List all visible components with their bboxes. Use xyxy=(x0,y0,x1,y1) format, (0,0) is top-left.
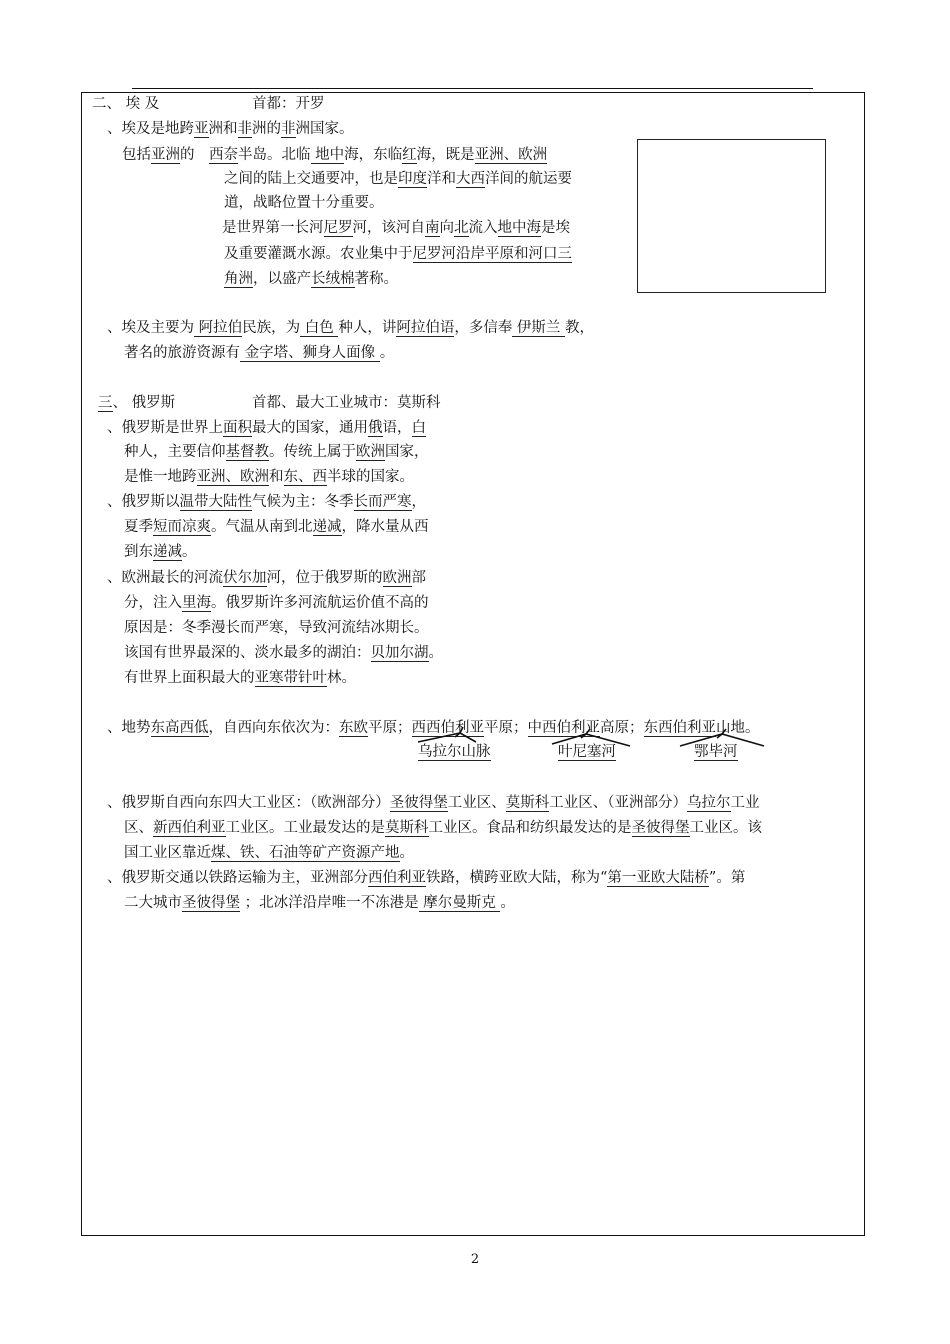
text-segment: 洲和 xyxy=(208,121,238,137)
russia-heading-title: 、 俄罗斯 xyxy=(112,395,176,411)
answer-blank: 角洲 xyxy=(224,271,253,287)
answer-blank: 摩尔曼斯克 xyxy=(418,895,501,911)
text-segment: 二大城市 xyxy=(124,895,182,911)
arrowhead-ob-river xyxy=(717,729,726,738)
text-segment: 分，注入 xyxy=(124,595,182,611)
text-segment: 有世界上面积最大的 xyxy=(124,670,255,686)
answer-blank: 地中海 xyxy=(497,220,541,236)
answer-blank: 西奈 xyxy=(209,147,238,163)
text-segment: 林。 xyxy=(327,670,356,686)
text-segment: 。 xyxy=(428,645,443,661)
text-segment: ，降水量从西 xyxy=(341,519,429,535)
answer-blank: 中西伯利亚 xyxy=(527,720,600,736)
russia-line xyxy=(124,895,515,912)
text-segment: 工业区、（亚洲部分） xyxy=(549,795,687,811)
text-segment: 著名的旅游资源有 xyxy=(124,345,240,361)
text-segment: 是世界第一长河 xyxy=(222,220,324,236)
text-segment: 工业区。该 xyxy=(689,820,762,836)
text-segment: 工业区。工业最发达的是 xyxy=(225,820,385,836)
text-segment: ， xyxy=(411,494,426,510)
arrow-ural-mountains xyxy=(418,733,476,742)
answer-blank: 乌拉尔 xyxy=(687,795,731,811)
text-segment: 、埃及是地跨 xyxy=(107,121,194,137)
text-segment: 。 xyxy=(182,544,197,560)
text-segment: 的 xyxy=(180,147,209,163)
text-segment: 工业 xyxy=(730,795,760,811)
arrowhead-yenisei-river xyxy=(581,729,590,738)
answer-blank: 新西伯利亚 xyxy=(153,820,226,836)
answer-blank: 递减 xyxy=(153,544,182,560)
text-segment: ，多信奉 xyxy=(454,320,513,336)
answer-blank: 亚 xyxy=(194,121,209,137)
text-segment: 包括 xyxy=(122,147,151,163)
text-segment: 。 xyxy=(500,895,515,911)
answer-blank: 非 xyxy=(281,121,296,137)
text-segment: 语， xyxy=(382,420,412,436)
arrow-ob-river xyxy=(680,734,764,746)
answer-blank: 基督教 xyxy=(225,444,269,460)
text-segment: 国工业区靠近 xyxy=(124,845,211,861)
text-segment: 种人，讲 xyxy=(338,320,397,336)
text-segment: 河，位于俄罗斯的 xyxy=(266,570,383,586)
text-segment: 平原； xyxy=(484,720,528,736)
answer-blank: 面积 xyxy=(223,420,252,436)
text-segment: 工业区。食品和纺织最发达的是 xyxy=(428,820,632,836)
answer-blank: 第一亚欧大陆桥 xyxy=(607,870,709,886)
answer-blank: 尼罗 xyxy=(323,220,353,236)
text-segment: 到东 xyxy=(124,544,153,560)
text-segment: 、欧洲最长的河流 xyxy=(107,570,223,586)
answer-blank: 亚寒带针叶 xyxy=(254,670,327,686)
russia-capital: 首都、最大工业城市：莫斯科 xyxy=(252,395,441,411)
answer-blank: 伊斯兰 xyxy=(512,320,566,336)
answer-blank: 伏尔加 xyxy=(223,570,267,586)
text-segment: 、俄罗斯自西向东四大工业区：（欧洲部分） xyxy=(107,795,390,811)
answer-blank: 欧洲 xyxy=(356,444,385,460)
answer-blank: 莫斯科 xyxy=(505,795,550,811)
answer-blank: 里海 xyxy=(182,595,211,611)
answer-blank: 鄂毕河 xyxy=(694,744,738,760)
text-segment: 民族，为 xyxy=(242,320,301,336)
russia-line xyxy=(107,870,745,887)
answer-blank: 欧洲 xyxy=(382,570,412,586)
text-segment: 铁路，横跨亚欧大陆，称为“ xyxy=(426,870,608,886)
answer-blank: 圣彼得堡 xyxy=(631,820,690,836)
answer-blank: 白色 xyxy=(300,320,339,336)
text-segment: 、埃及主要为 xyxy=(107,320,194,336)
text-segment: 夏季 xyxy=(124,519,153,535)
answer-blank: 白 xyxy=(411,420,426,436)
text-segment: 之间的陆上交通要冲，也是 xyxy=(224,171,398,187)
text-segment: ”。第 xyxy=(708,870,746,886)
text-segment: 海，东临 xyxy=(344,147,403,163)
russia-line xyxy=(124,845,414,862)
answer-blank: 阿拉伯语 xyxy=(396,320,455,336)
text-segment: 海，既是 xyxy=(416,147,475,163)
answer-blank: 长绒棉 xyxy=(311,271,355,287)
answer-blank: 东西伯利亚 xyxy=(643,720,716,736)
text-segment: ，自西向东依次为： xyxy=(208,720,339,736)
text-segment: 。 xyxy=(399,845,414,861)
text-segment: 区、 xyxy=(124,820,153,836)
answer-blank: 印度 xyxy=(398,171,427,187)
text-segment: 。气温从南到北 xyxy=(211,519,313,535)
answer-blank: 长而严寒 xyxy=(353,494,412,510)
answer-blank: 金字塔、狮身人面像 xyxy=(240,345,380,361)
text-segment: 高原； xyxy=(600,720,644,736)
answer-blank: 莫斯科 xyxy=(385,820,429,836)
text-segment: 半岛。北临 xyxy=(238,147,311,163)
answer-blank: 递减 xyxy=(312,519,342,535)
arrowhead-ural-mountains xyxy=(455,727,463,737)
text-segment: 洲的 xyxy=(252,121,281,137)
answer-blank: 贝加尔湖 xyxy=(370,645,429,661)
text-segment: 河，该河自 xyxy=(352,220,425,236)
answer-blank: 尼罗河沿岸平原和河口三 xyxy=(412,246,572,262)
text-segment: 著称。 xyxy=(354,271,398,287)
text-segment: 。传统上属于 xyxy=(269,444,356,460)
answer-blank: 大西 xyxy=(456,171,485,187)
text-segment: 国家， xyxy=(385,444,429,460)
page-number: 2 xyxy=(470,1252,480,1267)
answer-blank: 亚洲、欧洲 xyxy=(196,469,269,485)
answer-blank: 乌拉尔山脉 xyxy=(418,744,491,760)
answer-blank: 叶尼塞河 xyxy=(558,744,616,760)
answer-blank: 温带大陆性 xyxy=(179,494,252,510)
answer-blank: 圣彼得堡 xyxy=(182,895,240,911)
russia-line xyxy=(124,820,762,837)
answer-blank: 阿拉伯 xyxy=(194,320,243,336)
answer-blank: 圣彼得堡 xyxy=(389,795,448,811)
text-segment: 教， xyxy=(565,320,595,336)
text-segment: 、地势 xyxy=(107,720,151,736)
text-segment: 洋间的航运要 xyxy=(485,171,572,187)
text-segment: 种人，主要信仰 xyxy=(124,444,226,460)
egypt-capital: 首都：开罗 xyxy=(252,96,325,112)
text-segment: 洋和 xyxy=(427,171,456,187)
text-segment: 原因是：冬季漫长而严寒，导致河流结冰期长。 xyxy=(124,620,429,636)
text-segment: 最大的国家，通用 xyxy=(252,420,368,436)
text-segment: 洲国家。 xyxy=(295,121,354,137)
text-segment: 、俄罗斯交通以铁路运输为主，亚洲部分 xyxy=(107,870,368,886)
russia-heading-number: 三 xyxy=(98,395,113,411)
text-segment: 、俄罗斯是世界上 xyxy=(107,420,223,436)
text-segment: ，以盛产 xyxy=(253,271,311,287)
answer-blank: 非 xyxy=(237,121,252,137)
answer-blank: 西伯利亚 xyxy=(368,870,426,886)
answer-blank: 煤、铁、石油等矿产资源产地 xyxy=(211,845,400,861)
text-segment: 山地。 xyxy=(716,720,760,736)
answer-blank: 东欧 xyxy=(339,720,368,736)
answer-blank: 西西伯利亚 xyxy=(411,720,484,736)
text-segment: 流入 xyxy=(468,220,498,236)
answer-blank: 短而凉爽 xyxy=(153,519,211,535)
text-segment: 是惟一地跨 xyxy=(124,469,197,485)
text-segment: ；北冰洋沿岸唯一不冻港是 xyxy=(240,895,419,911)
text-segment: 该国有世界最深的、淡水最多的湖泊： xyxy=(124,645,371,661)
answer-blank: 东、西 xyxy=(283,469,327,485)
answer-blank: 东高西低 xyxy=(150,720,209,736)
text-segment: 、俄罗斯以 xyxy=(107,494,180,510)
text-segment: 。俄罗斯许多河流航运价值不高的 xyxy=(211,595,429,611)
answer-blank: 地中 xyxy=(310,147,345,163)
answer-blank: 北 xyxy=(454,220,469,236)
answer-blank: 俄 xyxy=(368,420,383,436)
text-segment: 向 xyxy=(439,220,454,236)
text-segment: 是埃 xyxy=(541,220,570,236)
text-segment: 工业区、 xyxy=(447,795,506,811)
text-segment: 部 xyxy=(411,570,426,586)
text-segment: 。 xyxy=(379,345,395,361)
arrow-yenisei-river xyxy=(552,734,630,746)
russia-line xyxy=(107,795,760,812)
answer-blank: 亚洲、欧洲 xyxy=(474,147,548,163)
answer-blank: 南 xyxy=(425,220,440,236)
text-segment: 平原； xyxy=(368,720,412,736)
answer-blank: 红 xyxy=(402,147,417,163)
text-segment: 半球的国家。 xyxy=(327,469,414,485)
text-segment: 道，战略位置十分重要。 xyxy=(224,195,384,211)
text-segment: 及重要灌溉水源。农业集中于 xyxy=(224,246,413,262)
text-segment: 气候为主：冬季 xyxy=(252,494,354,510)
section-egypt-heading: 二、 埃 及 xyxy=(92,96,160,112)
text-segment: 和 xyxy=(269,469,284,485)
answer-blank: 亚洲 xyxy=(151,147,180,163)
